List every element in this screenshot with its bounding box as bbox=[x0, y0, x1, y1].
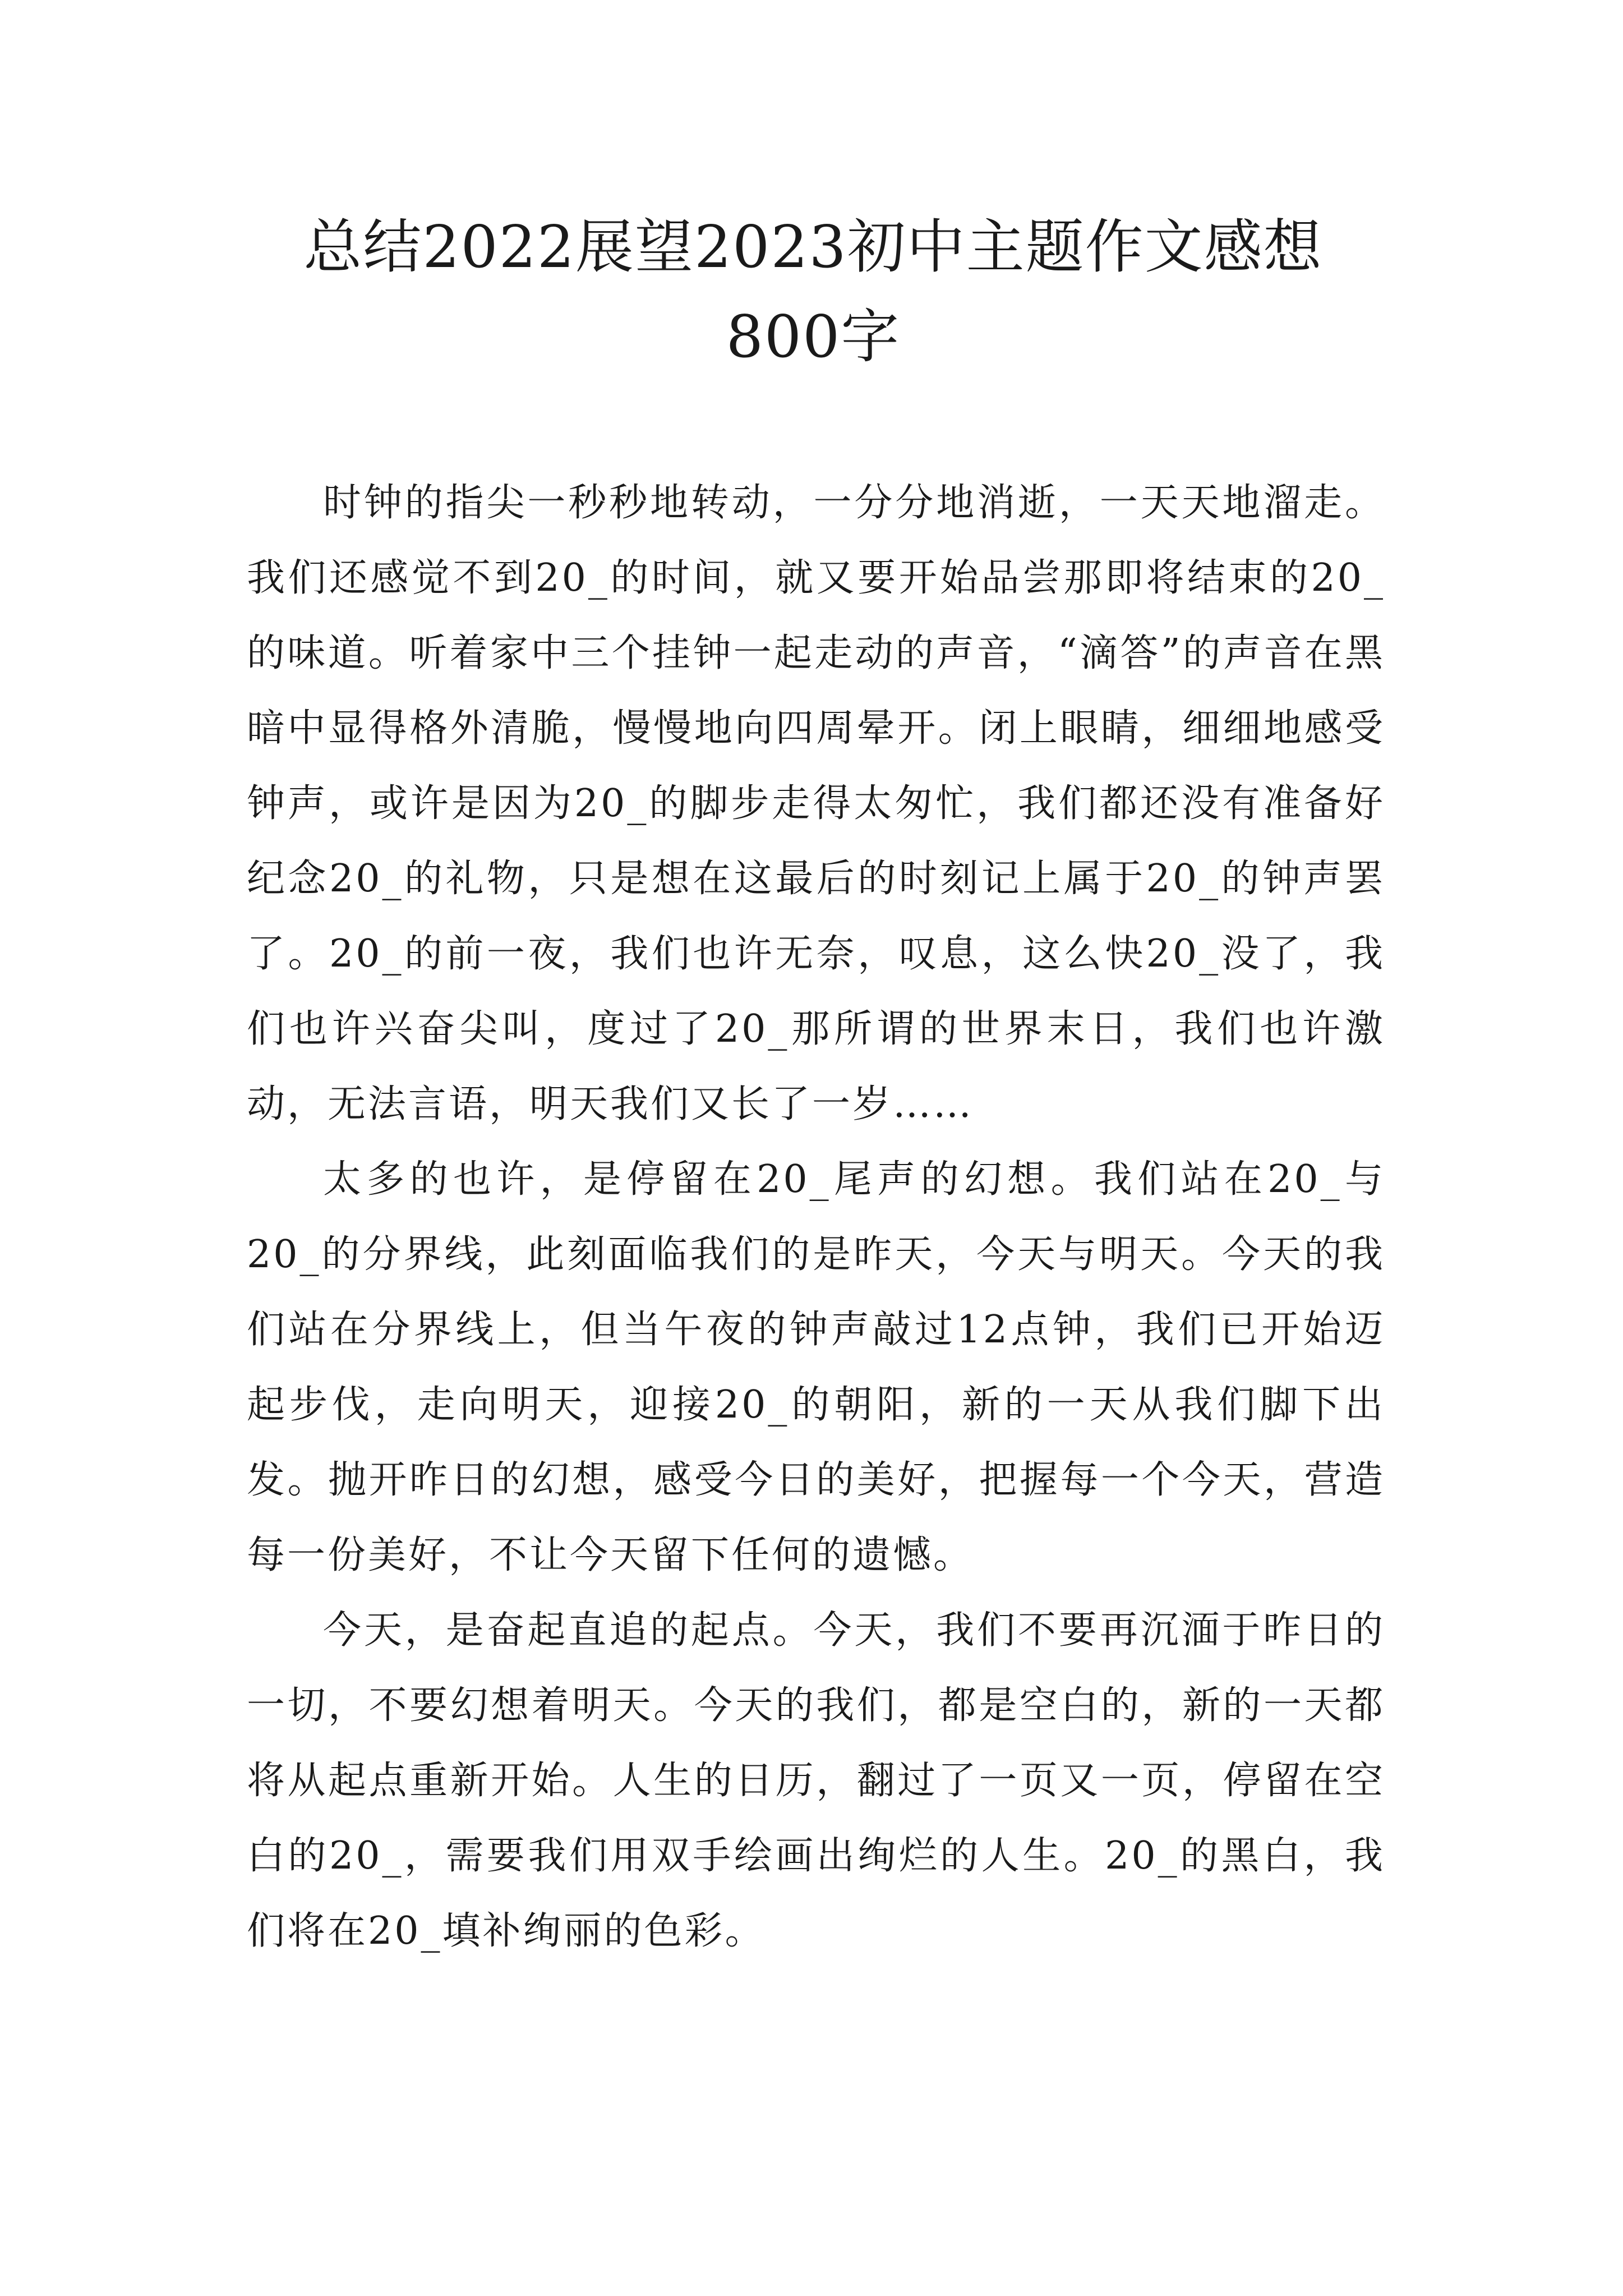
paragraph-2: 太多的也许，是停留在20_尾声的幻想。我们站在20_与20_的分界线，此刻面临我们的是昨天，今天与明天。今天的我们站在分界线上，但当午夜的钟声敲过12点钟，我们已开始迈起步伐，走向明天，迎接20_的朝阳，新的一天从我们脚下出发。抛开昨日的幻想，感受今日的美好，把握每一个今天，营造每一份美好，不让今天留下任何的遗憾。 bbox=[247, 1157, 1385, 1577]
document-body bbox=[247, 466, 1385, 1969]
paragraph-1: 时钟的指尖一秒秒地转动，一分分地消逝，一天天地溜走。我们还感觉不到20_的时间，就又要开始品尝那即将结束的20_的味道。听着家中三个挂钟一起走动的声音，“滴答”的声音在黑暗中显得格外清脆，慢慢地向四周晕开。闭上眼睛，细细地感受钟声，或许是因为20_的脚步走得太匆忙，我们都还没有准备好纪念20_的礼物，只是想在这最后的时刻记上属于20_的钟声罢了。20_的前一夜，我们也许无奈，叹息，这么快20_没了，我们也许兴奋尖叫，度过了20_那所谓的世界末日，我们也许激动，无法言语，明天我们又长了一岁…… bbox=[247, 481, 1385, 1126]
paragraph-3: 今天，是奋起直追的起点。今天，我们不要再沉湎于昨日的一切，不要幻想着明天。今天的我们，都是空白的，新的一天都将从起点重新开始。人生的日历，翻过了一页又一页，停留在空白的20_，需要我们用双手绘画出绚烂的人生。20_的黑白，我们将在20_填补绚丽的色彩。 bbox=[247, 1608, 1385, 1953]
document-title: 总结2022展望2023初中主题作文感想800字 bbox=[303, 213, 1323, 371]
